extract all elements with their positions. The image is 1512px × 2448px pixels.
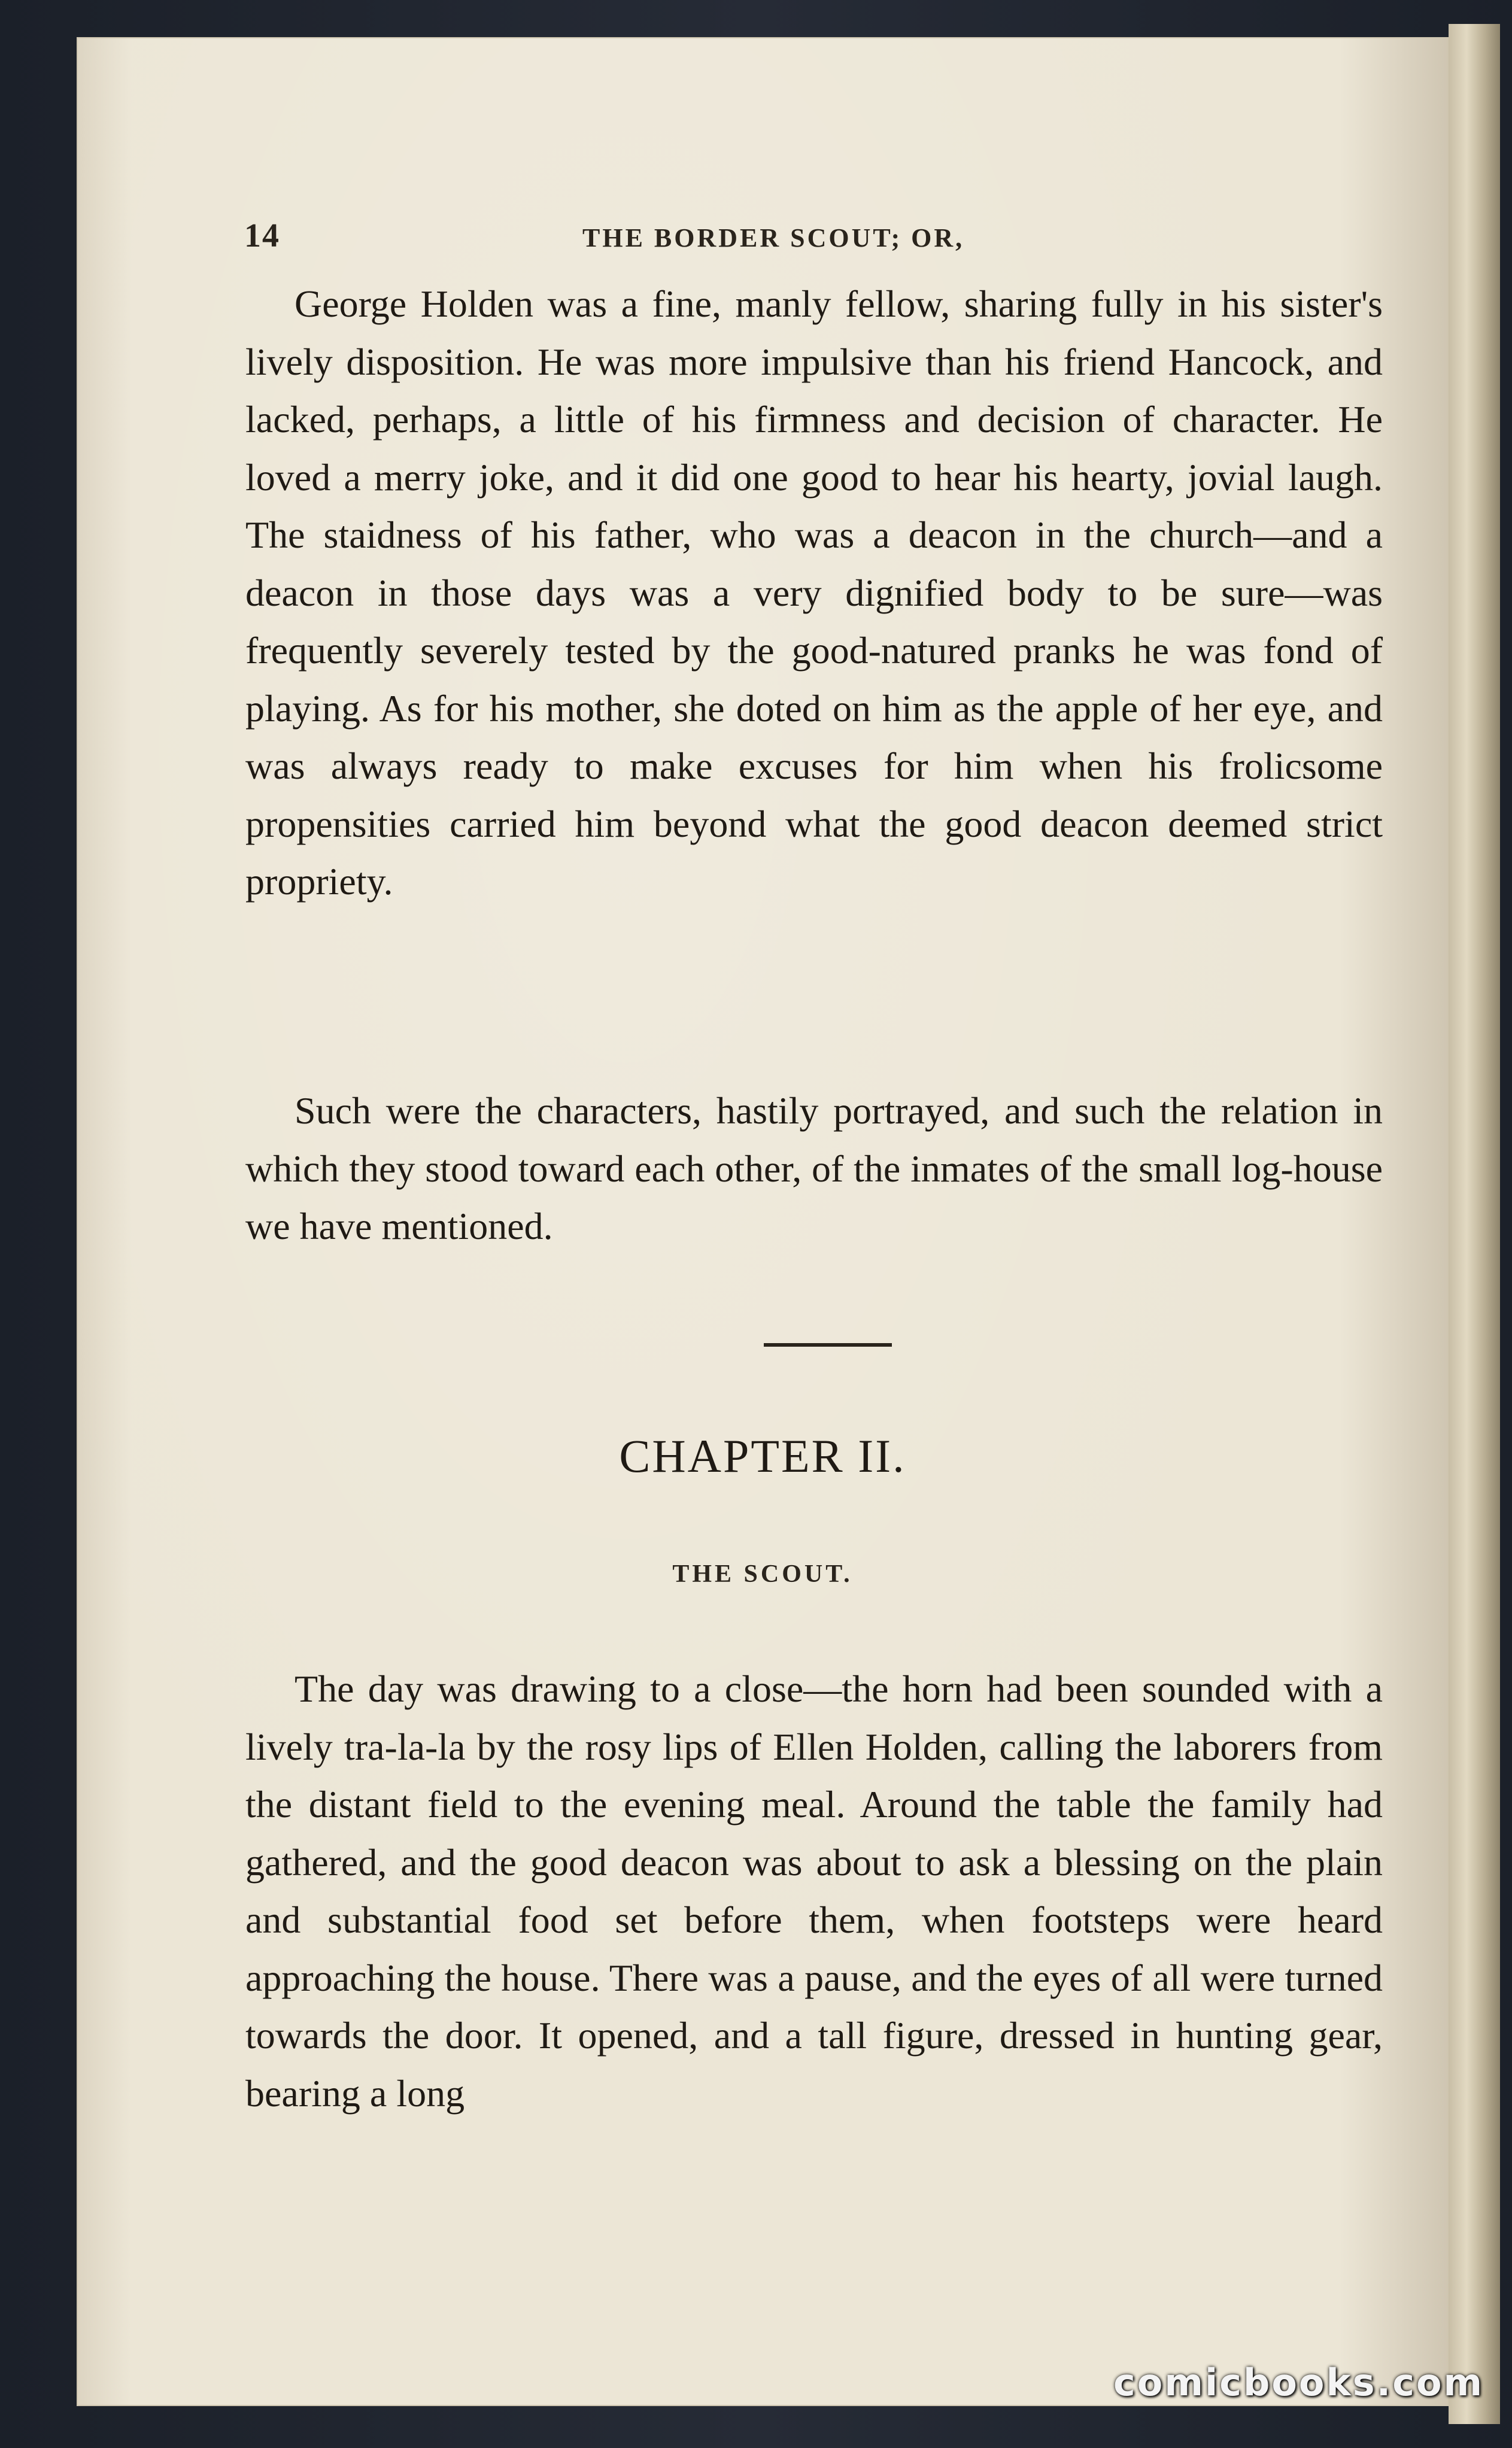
book-page: [77, 37, 1449, 2406]
chapter-opening-paragraph: The day was drawing to a close—the horn had been sounded with a lively tra-la-la by the rosy lips of Ellen Holden, calling the laborers from the distant field to the evening meal. Around the table the family had gathered, and the good deacon was about to ask a blessing on the plain and substantial food set before them, when footsteps were heard approaching the house. There was a pause, and the eyes of all were turned towards the door. It opened, and a tall figure, dressed in hunting gear, bearing a long: [245, 1668, 1383, 2115]
running-head-title: THE BORDER SCOUT; OR,: [582, 223, 965, 253]
section-divider: [764, 1343, 892, 1347]
running-head: [77, 217, 1449, 259]
chapter-heading: CHAPTER II.: [619, 1430, 906, 1482]
chapter-subtitle: THE SCOUT.: [672, 1560, 853, 1588]
body-paragraph: Such were the characters, hastily portrayed, and such the relation in which they stood toward each other, of the inmates of the small log-house we have mentioned.: [245, 1089, 1383, 1247]
watermark: comicbooks.com: [1113, 2361, 1484, 2404]
book-spine-edge: [1449, 24, 1500, 2424]
page-number: 14: [244, 217, 280, 254]
body-paragraph: George Holden was a fine, manly fellow, sharing fully in his sister's lively disposition. He was more impulsive than his friend Hancock, and lacked, perhaps, a little of his firmness and decision of character. He loved a merry joke, and it did one good to hear his hearty, jovial laugh. The staidness of his father, who was a deacon in the church—and a deacon in those days was a very dignified body to be sure—was frequently severely tested by the good-natured pranks he was fond of playing. As for his mother, she doted on him as the apple of her eye, and was always ready to make excuses for him when his frolicsome propensities carried him beyond what the good deacon deemed strict propriety.: [245, 283, 1383, 903]
